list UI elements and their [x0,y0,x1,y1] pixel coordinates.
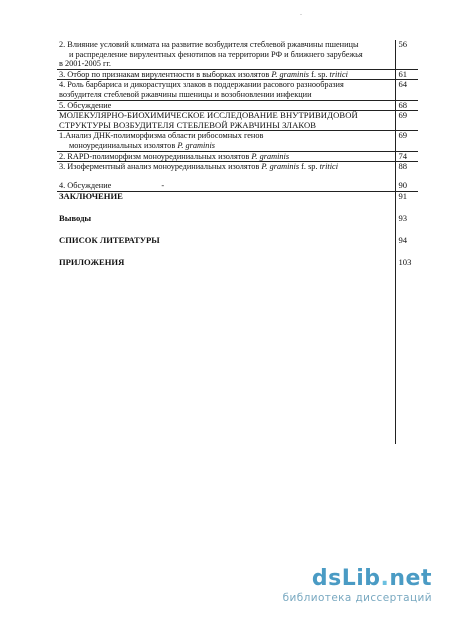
logo-main-text: dsLib [311,566,381,591]
toc-page-number: 69 [395,111,418,131]
toc-row [57,214,418,236]
toc-row [57,111,418,131]
toc-entry-line: СТРУКТУРЫ ВОЗБУДИТЕЛЯ СТЕБЛЕВОЙ РЖАВЧИНЫ ЗЛАКОВ [59,119,317,130]
toc-entry-title [57,181,395,191]
toc-text: моноурединиальных изолятов [69,140,178,150]
toc-entry-line [59,141,393,151]
species-name: P. graminis [251,151,290,161]
species-name: P. graminis [271,69,309,79]
stray-dash: - [161,181,165,191]
toc-row [57,162,418,182]
toc-page-number: 69 [395,131,418,151]
toc-entry-title [57,151,395,162]
toc-entry-line: в 2001-2005 гг. [59,59,111,69]
toc-text: f. sp. [309,69,330,79]
toc-entry-line: и распределение вирулентных фенотипов на территории РФ и ближнего зарубежья [69,49,363,59]
toc-row [57,80,418,100]
toc-entry-title: ПРИЛОЖЕНИЯ [57,258,395,444]
toc-row [57,40,418,69]
watermark-logo [283,568,432,590]
toc-text: f. sp. [299,162,320,172]
toc-text: 2. RAPD-полиморфизм моноурединиальных изолятов [59,151,252,161]
toc-entry-line: 2. Влияние условий климата на развитие возбудителя стеблевой ржавчины пшеницы [59,40,359,49]
toc-page-number: 90 [395,181,418,191]
toc-entry-line: возбудителя стеблевой ржавчины пшеницы и возобновлении инфекции [59,89,312,99]
toc-page-number: 94 [398,234,408,245]
toc-page-number: 56 [395,40,418,69]
toc-page-number: 93 [398,212,408,223]
toc-text: 3. Отбор по признакам вирулентности в выборках изолятов [59,69,272,79]
toc-row [57,191,418,214]
toc-text: 3. Изоферментный анализ моноурединиальных изолятов [59,162,262,172]
site-watermark [283,568,432,604]
species-name: tritici [319,162,339,172]
toc-page-number: 61 [395,69,418,80]
toc-entry-title: Выводы [57,214,395,236]
toc-row [57,258,418,444]
toc-entry-line: 1.Анализ ДНК-полиморфизма области рибосомных генов [59,131,264,141]
toc-entry-line: 4. Роль барбариса и дикорастущих злаков в поддержании расового разнообразия [59,80,344,90]
logo-tld-text: net [389,566,432,591]
toc-entry-line: МОЛЕКУЛЯРНО-БИОХИМИЧЕСКОЕ ИССЛЕДОВАНИЕ ВНУТРИВИДОВОЙ [59,110,358,121]
toc-page-number: 88 [398,161,408,172]
toc-entry-title: СПИСОК ЛИТЕРАТУРЫ [57,236,395,258]
species-name: P. graminis [261,162,300,172]
toc-page-number: 74 [395,151,418,162]
toc-row [57,151,418,162]
toc-row [57,100,418,111]
toc-page-number: 91 [398,190,408,201]
toc-entry-title [57,69,395,80]
toc-entry-title [57,131,395,151]
species-name: P. graminis [177,140,215,150]
toc-text: 4. Обсуждение [59,181,112,191]
toc-entry-title [57,80,395,100]
toc-row [57,236,418,258]
toc-page-number: 103 [398,256,412,267]
table-of-contents [57,40,418,444]
toc-row [57,131,418,151]
toc-entry-title [57,162,395,182]
toc-entry-title: ЗАКЛЮЧЕНИЕ [57,191,395,214]
toc-entry-title: 5. Обсуждение [57,100,395,111]
toc-entry-title [57,40,395,69]
watermark-subtitle: библиотека диссертаций [282,592,432,604]
toc-page-number: 64 [395,80,418,100]
logo-dot: . [380,566,390,591]
species-name: tritici [329,69,348,79]
toc-row [57,69,418,80]
toc-row [57,181,418,191]
toc-page-number: 68 [395,100,418,111]
stray-mark: - [300,12,302,18]
toc-entry-title [57,111,395,131]
